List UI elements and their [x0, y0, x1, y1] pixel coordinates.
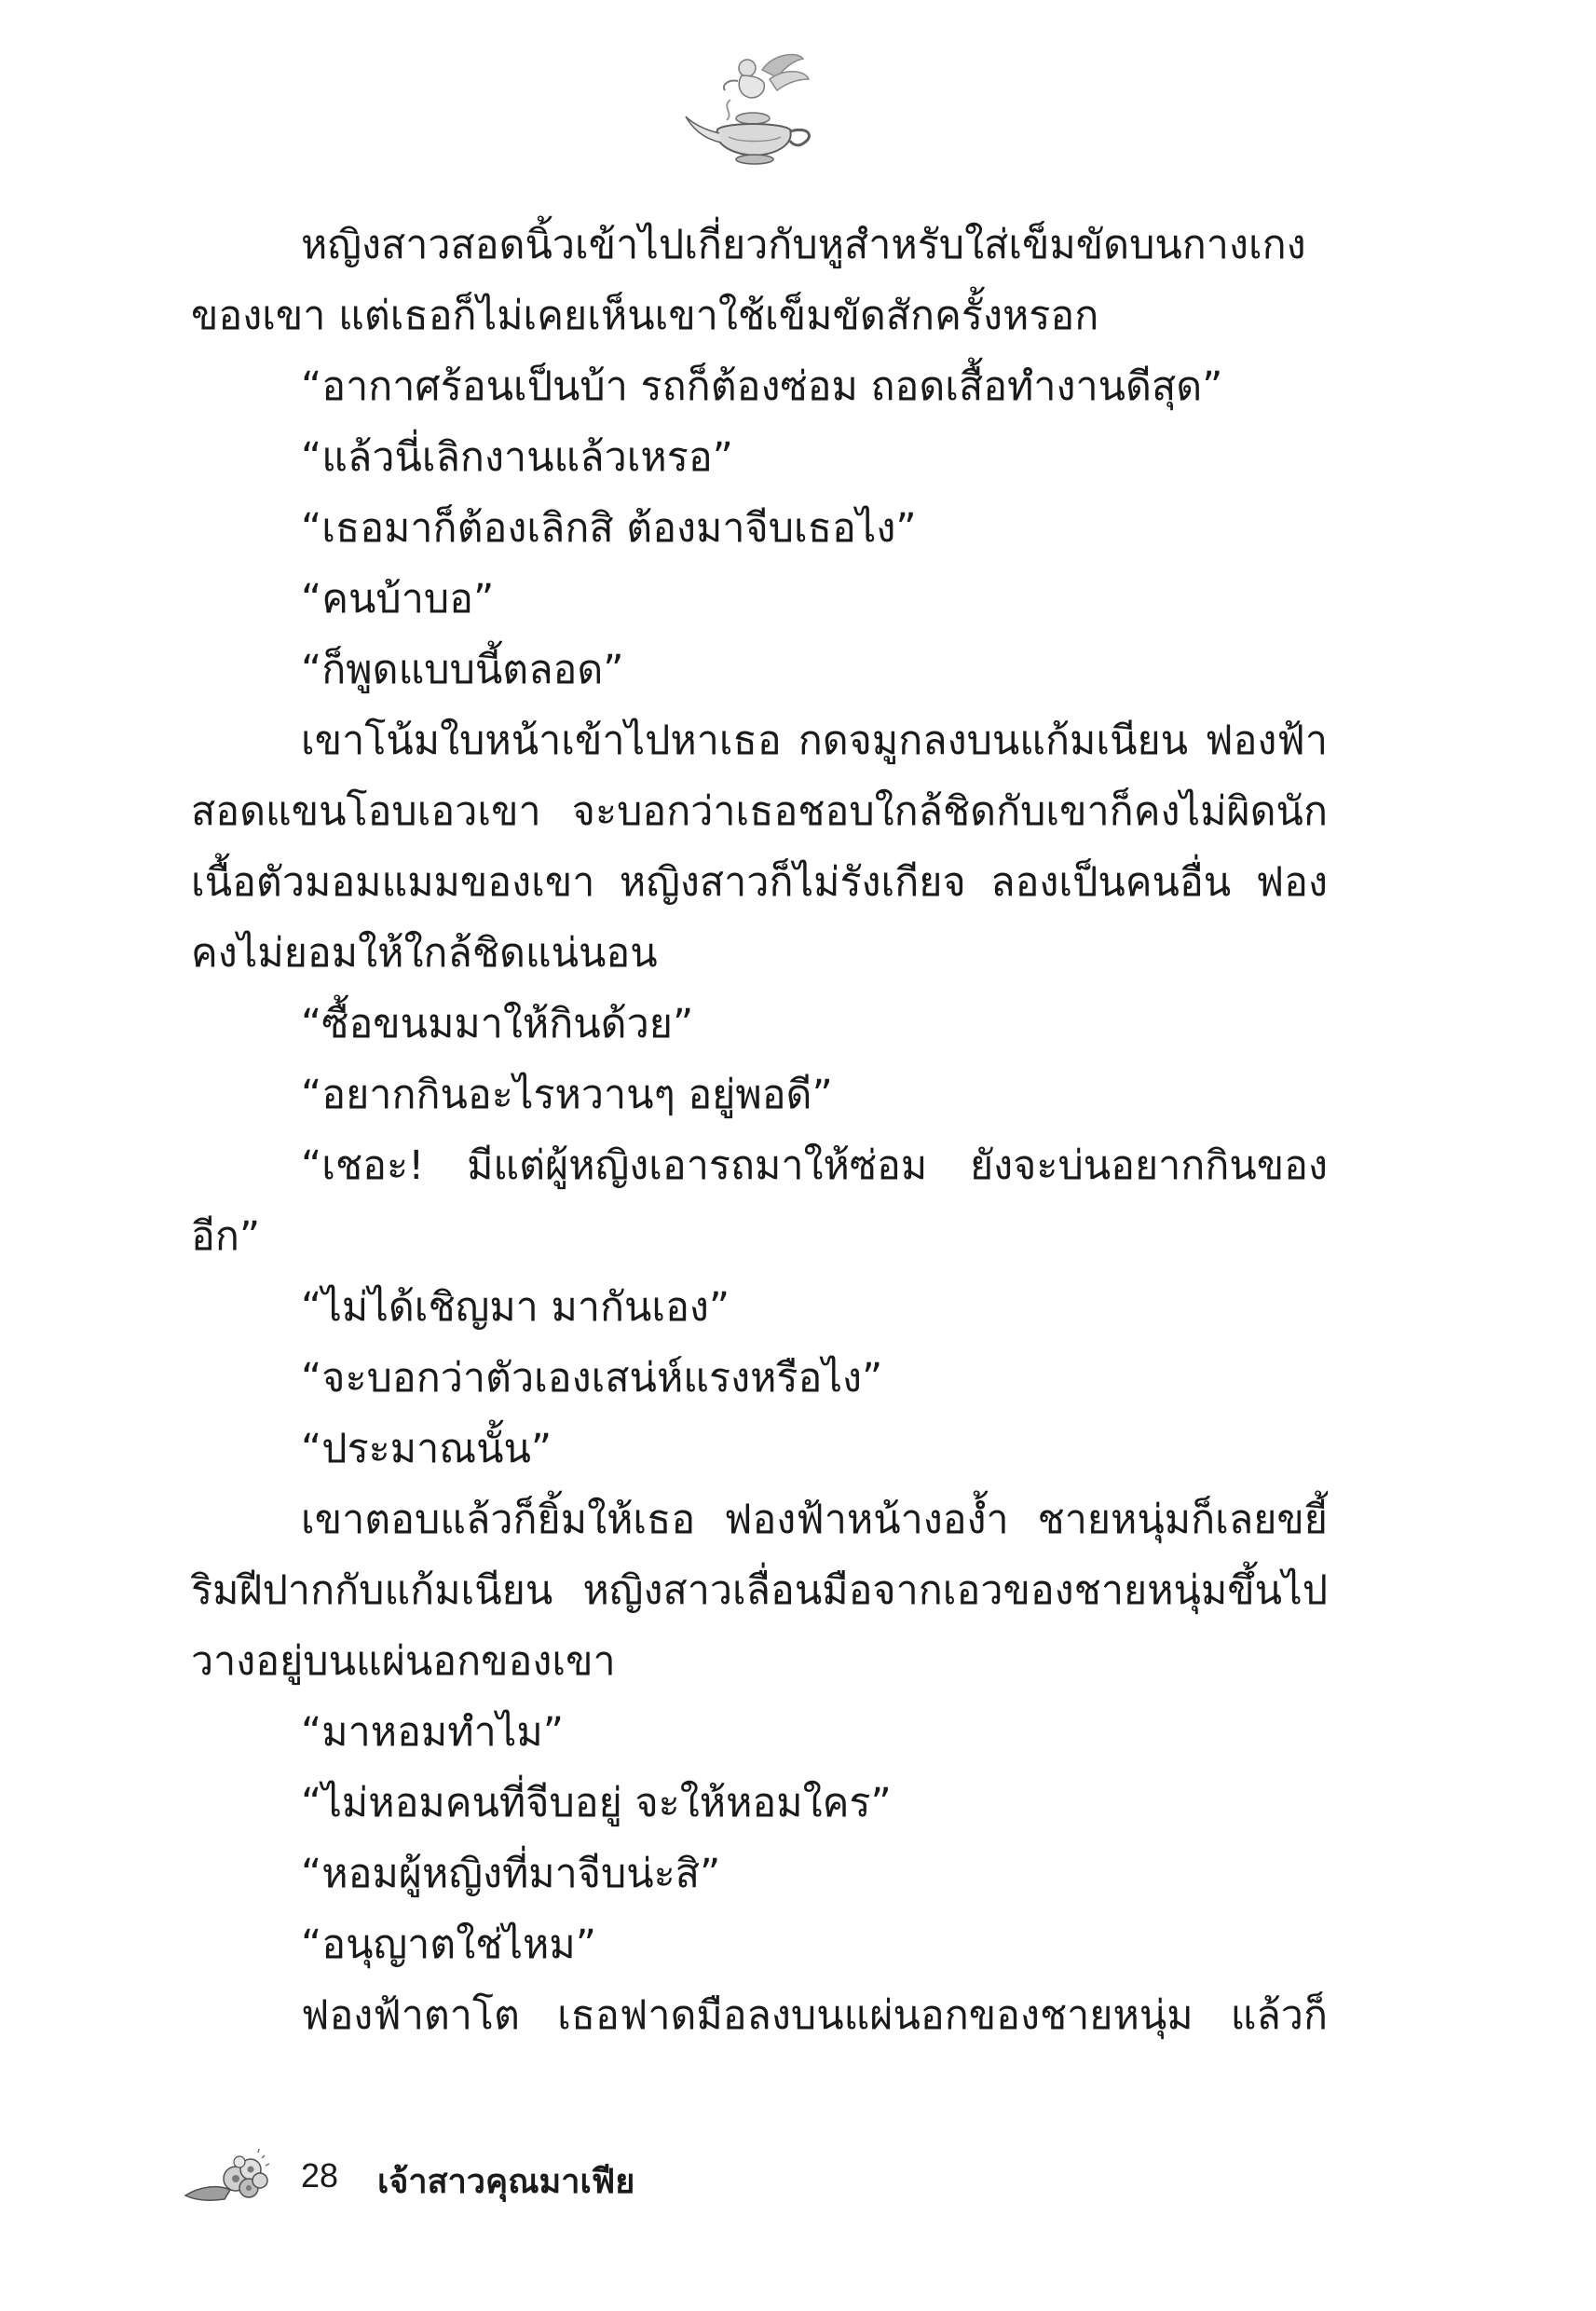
text-line-24: “หอมผู้หญิงที่มาจีบน่ะสิ” [301, 1851, 721, 1897]
text-line-4: “แล้วนี่เลิกงานแล้วเหรอ” [301, 434, 733, 481]
text-line-10: เนื้อตัวมอมแมมของเขา หญิงสาวก็ไม่รังเกียจ ลองเป็นคนอื่น ฟอง [191, 859, 1328, 906]
text-line-17: “จะบอกว่าตัวเองเสน่ห์แรงหรือไง” [301, 1355, 883, 1402]
text-line-19: เขาตอบแล้วก็ยิ้มให้เธอ ฟองฟ้าหน้างอง้ำ ชายหนุ่มก็เลยขยี้ [301, 1497, 1328, 1543]
text-line-20: ริมฝีปากกับแก้มเนียน หญิงสาวเลื่อนมือจากเอวของชายหนุ่มขึ้นไป [191, 1567, 1328, 1614]
book-title: เจ้าสาวคุณมาเฟีย [377, 2163, 635, 2201]
text-line-26: ฟองฟ้าตาโต เธอฟาดมือลงบนแผ่นอกของชายหนุ่ม แล้วก็ [301, 1992, 1328, 2039]
text-line-3: “อากาศร้อนเป็นบ้า รถก็ต้องซ่อม ถอดเสื้อทำงานดีสุด” [301, 363, 1223, 410]
text-line-18: “ประมาณนั้น” [301, 1426, 552, 1472]
text-line-2: ของเขา แต่เธอก็ไม่เคยเห็นเขาใช้เข็มขัดสักครั้งหรอก [191, 293, 1099, 339]
text-line-9: สอดแขนโอบเอวเขา จะบอกว่าเธอชอบใกล้ชิดกับเขาก็คงไม่ผิดนัก [191, 788, 1328, 835]
text-line-25: “อนุญาตใช่ไหม” [301, 1921, 596, 1968]
text-line-7: “ก็พูดแบบนี้ตลอด” [301, 647, 624, 693]
page-footer [182, 2143, 1020, 2218]
text-line-5: “เธอมาก็ต้องเลิกสิ ต้องมาจีบเธอไง” [301, 505, 917, 552]
flower-bouquet-icon [182, 2145, 270, 2210]
text-line-13: “อยากกินอะไรหวานๆ อยู่พอดี” [301, 1072, 833, 1118]
text-line-23: “ไม่หอมคนที่จีบอยู่ จะให้หอมใคร” [301, 1780, 892, 1826]
body-text [191, 210, 1328, 2051]
text-line-8: เขาโน้มใบหน้าเข้าไปหาเธอ กดจมูกลงบนแก้มเนียน ฟองฟ้า [301, 718, 1328, 764]
page-number: 28 [301, 2156, 339, 2195]
text-line-22: “มาหอมทำไม” [301, 1709, 565, 1756]
text-line-15: อีก” [191, 1213, 261, 1260]
text-line-21: วางอยู่บนแผ่นอกของเขา [191, 1638, 616, 1685]
text-line-11: คงไม่ยอมให้ใกล้ชิดแน่นอน [191, 930, 658, 977]
text-line-1: หญิงสาวสอดนิ้วเข้าไปเกี่ยวกับหูสำหรับใส่เข็มขัดบนกางเกง [301, 222, 1306, 268]
text-line-12: “ซื้อขนมมาให้กินด้วย” [301, 1001, 694, 1047]
text-line-16: “ไม่ได้เชิญมา มากันเอง” [301, 1284, 730, 1331]
cupid-teapot-emblem-icon [680, 51, 829, 172]
text-line-6: “คนบ้าบอ” [301, 576, 495, 622]
text-line-14: “เชอะ! มีแต่ผู้หญิงเอารถมาให้ซ่อม ยังจะบ่นอยากกินของ [301, 1142, 1328, 1189]
